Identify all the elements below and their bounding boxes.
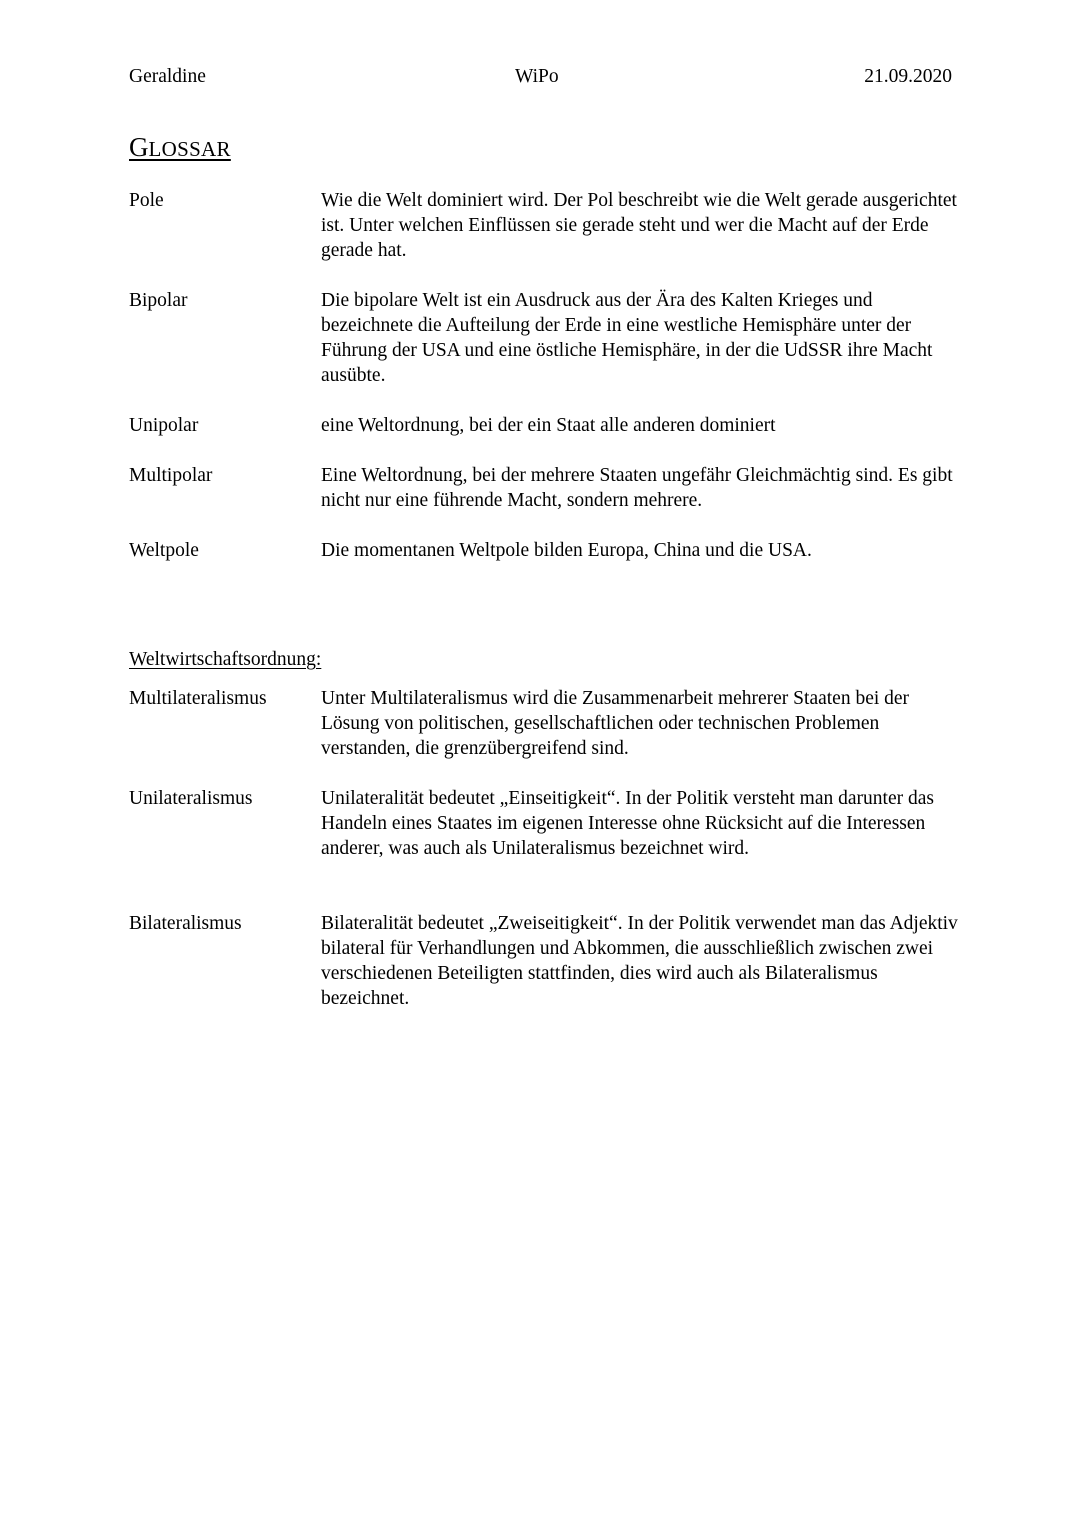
glossary-term: Multilateralismus (129, 688, 267, 709)
header-date: 21.09.2020 (864, 66, 952, 87)
glossar-heading-rest: LOSSAR (148, 137, 231, 161)
glossary-term: Bipolar (129, 290, 188, 311)
glossary-term: Multipolar (129, 465, 213, 486)
glossary-definition: Unilateralität bedeutet „Einseitigkeit“. In der Politik versteht man darunter das Handeln eines Staates im eigenen Interesse ohne Rücksicht auf die Interessen anderer, was auch als Unilateralismus bezeichnet wird. (321, 788, 934, 859)
page-header (129, 64, 952, 90)
glossary-term: Weltpole (129, 540, 199, 561)
glossary-definition: Die momentanen Weltpole bilden Europa, China und die USA. (321, 540, 812, 561)
glossary-definition: Wie die Welt dominiert wird. Der Pol beschreibt wie die Welt gerade ausgerichtet ist. Unter welchen Einflüssen sie gerade steht und wer die Macht auf der Erde gerade hat. (321, 190, 957, 261)
glossary-term: Pole (129, 190, 164, 211)
glossary-definition: Die bipolare Welt ist ein Ausdruck aus der Ära des Kalten Krieges und bezeichnete die Aufteilung der Erde in eine westliche Hemisphäre unter der Führung der USA und eine östliche Hemisphäre, in der die UdSSR ihre Macht ausübte. (321, 290, 933, 386)
glossary-term: Unipolar (129, 415, 199, 436)
glossary-term: Bilateralismus (129, 913, 242, 934)
header-author: Geraldine (129, 66, 206, 87)
weltwirtschaft-heading: Weltwirtschaftsordnung: (129, 649, 322, 670)
header-subject: WiPo (515, 66, 559, 87)
glossary-definition: eine Weltordnung, bei der ein Staat alle anderen dominiert (321, 415, 776, 436)
glossary-definition: Unter Multilateralismus wird die Zusammenarbeit mehrerer Staaten bei der Lösung von politischen, gesellschaftlichen oder technischen Problemen verstanden, die grenzübergreifend sind. (321, 688, 910, 759)
glossary-term: Unilateralismus (129, 788, 253, 809)
glossar-heading (129, 131, 231, 165)
glossar-heading-initial: G (129, 132, 149, 162)
glossary-definition: Bilateralität bedeutet „Zweiseitigkeit“. In der Politik verwendet man das Adjektiv bilateral für Verhandlungen und Abkommen, die ausschließlich zwischen zwei verschiedenen Beteiligten stattfinden, dies wird auch als Bilateralismus bezeichnet. (321, 913, 958, 1009)
glossary-definition: Eine Weltordnung, bei der mehrere Staaten ungefähr Gleichmächtig sind. Es gibt nicht nur eine führende Macht, sondern mehrere. (321, 465, 953, 511)
